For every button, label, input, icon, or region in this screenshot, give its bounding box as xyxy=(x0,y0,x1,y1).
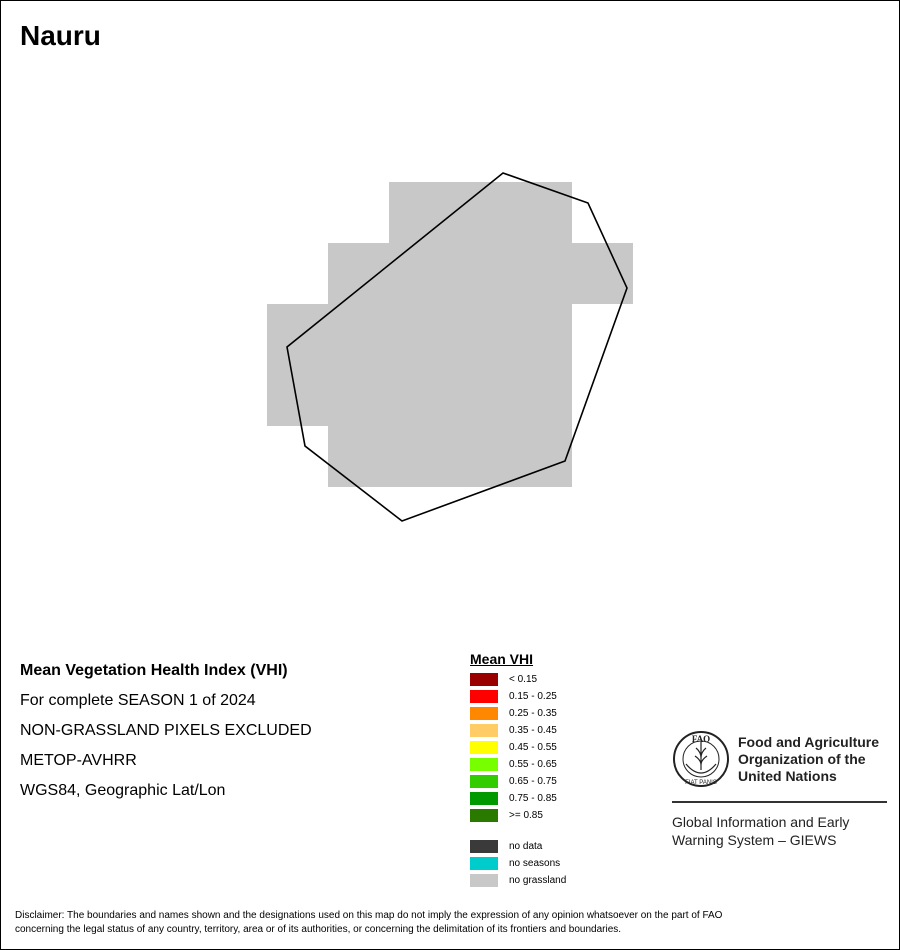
legend-swatch xyxy=(470,724,498,737)
legend-item xyxy=(470,855,566,872)
legend-label: no seasons xyxy=(509,858,561,869)
legend-label: 0.65 - 0.75 xyxy=(509,776,557,787)
legend-item xyxy=(470,838,566,855)
fao-name-line: United Nations xyxy=(738,768,837,784)
legend-item xyxy=(470,722,566,739)
disclaimer xyxy=(15,909,885,937)
info-sensor: METOP-AVHRR xyxy=(20,752,137,769)
legend-swatch xyxy=(470,673,498,686)
legend-swatch xyxy=(470,690,498,703)
legend xyxy=(470,651,566,889)
legend-swatch xyxy=(470,792,498,805)
legend-swatch xyxy=(470,707,498,720)
fao-name xyxy=(738,734,898,785)
giews-name xyxy=(672,813,892,849)
legend-gap xyxy=(470,824,566,838)
legend-label: < 0.15 xyxy=(509,674,538,685)
pixel-cell xyxy=(328,243,633,304)
legend-classes xyxy=(470,671,566,824)
disclaimer-line: concerning the legal status of any country, territory, area or of its authorities, or concerning the delimitation of its frontiers and boundaries. xyxy=(15,924,622,935)
pixel-cell xyxy=(328,426,572,487)
legend-swatch xyxy=(470,741,498,754)
fao-logo-icon xyxy=(672,730,730,788)
legend-label: no data xyxy=(509,841,543,852)
giews-line: Warning System – GIEWS xyxy=(672,832,837,848)
legend-item xyxy=(470,688,566,705)
info-projection: WGS84, Geographic Lat/Lon xyxy=(20,782,226,799)
legend-label: 0.25 - 0.35 xyxy=(509,708,557,719)
legend-label: 0.75 - 0.85 xyxy=(509,793,557,804)
legend-item xyxy=(470,790,566,807)
legend-item xyxy=(470,872,566,889)
legend-swatch xyxy=(470,840,498,853)
disclaimer-line: Disclaimer: The boundaries and names shown and the designations used on this map do not imply the expression of any opinion whatsoever on the part of FAO xyxy=(15,910,723,921)
legend-label: >= 0.85 xyxy=(509,810,543,821)
legend-swatch xyxy=(470,809,498,822)
fao-logo-text: FAO xyxy=(691,734,711,744)
pixel-cell xyxy=(267,365,572,426)
info-title: Mean Vegetation Health Index (VHI) xyxy=(20,662,288,679)
fao-name-line: Organization of the xyxy=(738,751,866,767)
legend-swatch xyxy=(470,775,498,788)
fao-divider xyxy=(672,801,887,803)
legend-item xyxy=(470,671,566,688)
giews-line: Global Information and Early xyxy=(672,814,850,830)
legend-title: Mean VHI xyxy=(470,651,534,667)
fao-name-line: Food and Agriculture xyxy=(738,734,880,750)
fao-logo-motto: FIAT PANIS xyxy=(685,780,717,786)
no-grassland-pixels xyxy=(267,182,633,487)
pixel-cell xyxy=(267,304,572,365)
legend-label: no grassland xyxy=(509,875,567,886)
map-info xyxy=(20,656,312,806)
info-exclusion: NON-GRASSLAND PIXELS EXCLUDED xyxy=(20,722,312,739)
legend-label: 0.35 - 0.45 xyxy=(509,725,557,736)
legend-item xyxy=(470,807,566,824)
info-season: For complete SEASON 1 of 2024 xyxy=(20,692,256,709)
legend-swatch xyxy=(470,857,498,870)
legend-label: 0.15 - 0.25 xyxy=(509,691,557,702)
legend-label: 0.45 - 0.55 xyxy=(509,742,557,753)
map-title: Nauru xyxy=(20,20,101,51)
legend-item xyxy=(470,773,566,790)
legend-item xyxy=(470,739,566,756)
legend-item xyxy=(470,705,566,722)
legend-swatch xyxy=(470,758,498,771)
legend-item xyxy=(470,756,566,773)
legend-label: 0.55 - 0.65 xyxy=(509,759,557,770)
legend-swatch xyxy=(470,874,498,887)
legend-special xyxy=(470,838,566,889)
